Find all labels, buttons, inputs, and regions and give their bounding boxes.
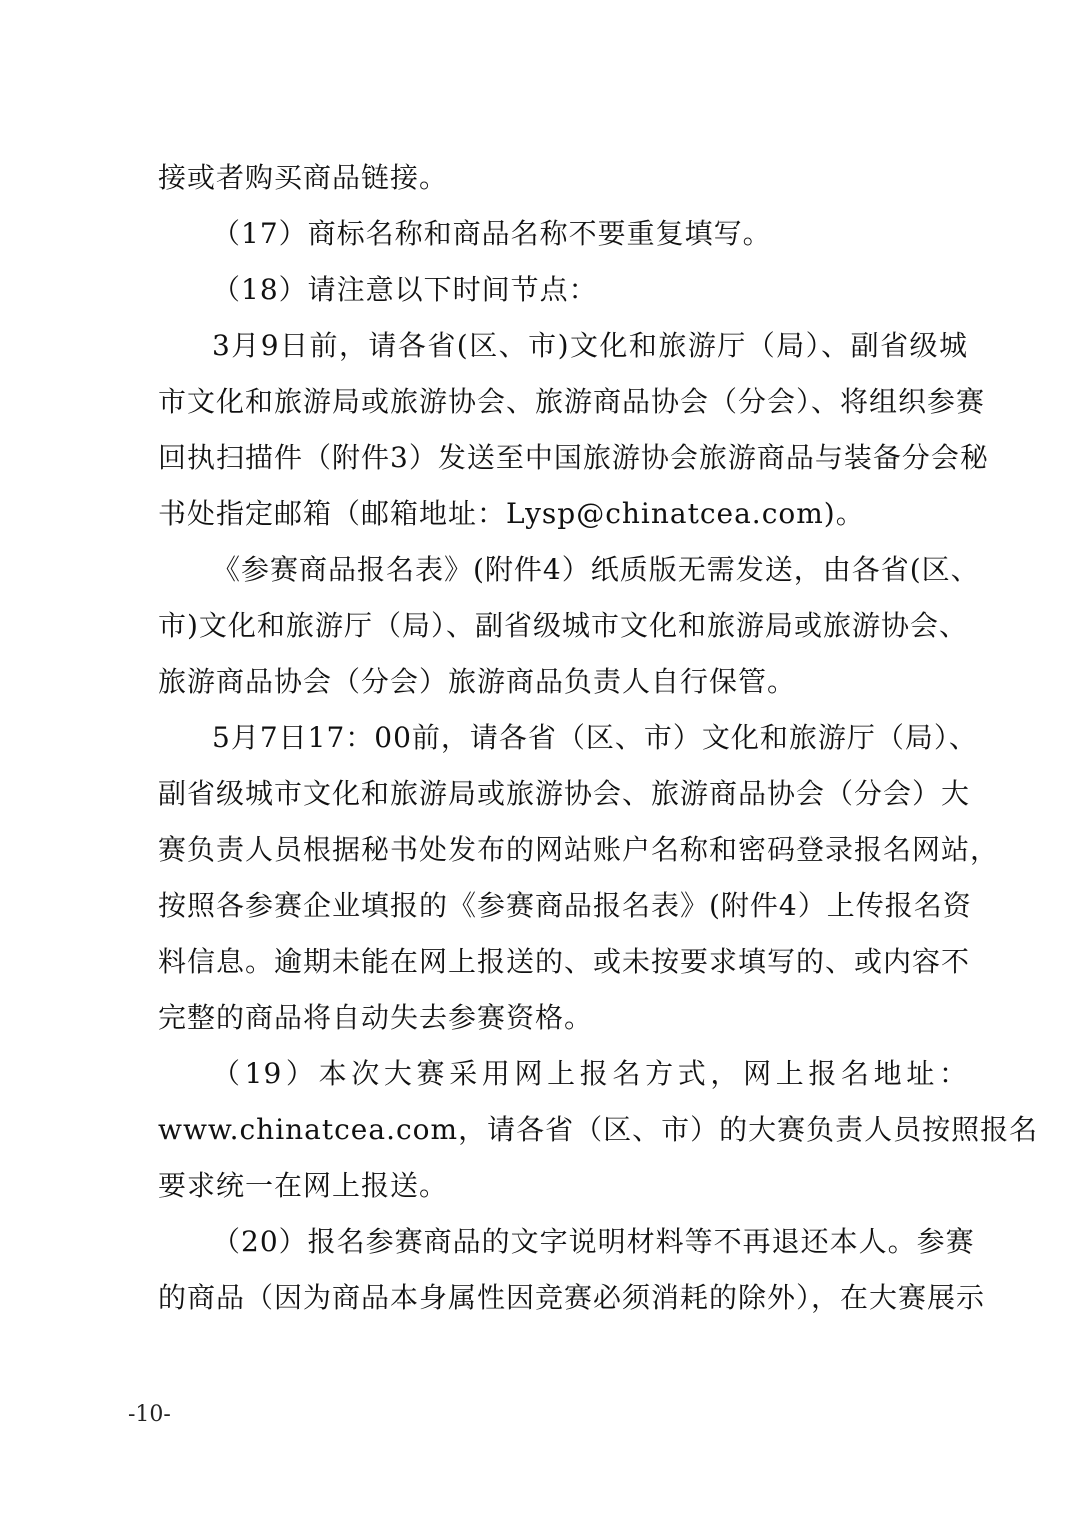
text-line: 副省级城市文化和旅游局或旅游协会、旅游商品协会（分会）大 [158, 777, 971, 810]
text-line: （20）报名参赛商品的文字说明材料等不再退还本人。参赛 [212, 1225, 975, 1258]
text-line: 要求统一在网上报送。 [158, 1169, 449, 1202]
text-line: 3月9日前，请各省(区、市)文化和旅游厅（局）、副省级城 [212, 329, 968, 362]
text-line: 5月7日17：00前，请各省（区、市）文化和旅游厅（局）、 [212, 721, 978, 754]
text-line: 《参赛商品报名表》(附件4）纸质版无需发送，由各省(区、 [212, 553, 980, 586]
text-line: （18）请注意以下时间节点： [212, 273, 598, 306]
text-line: 市)文化和旅游厅（局）、副省级城市文化和旅游局或旅游协会、 [158, 609, 968, 642]
text-line: 完整的商品将自动失去参赛资格。 [158, 1001, 594, 1034]
text-line: 旅游商品协会（分会）旅游商品负责人自行保管。 [158, 665, 797, 698]
text-line: 赛负责人员根据秘书处发布的网站账户名称和密码登录报名网站， [158, 833, 1000, 866]
text-line: 的商品（因为商品本身属性因竞赛必须消耗的除外），在大赛展示 [158, 1281, 986, 1314]
page-number: -10- [128, 1402, 171, 1427]
text-line: 接或者购买商品链接。 [158, 161, 449, 194]
text-line: 回执扫描件（附件3）发送至中国旅游协会旅游商品与装备分会秘 [158, 441, 989, 474]
text-line: 书处指定邮箱（邮箱地址：Lysp@chinatcea.com)。 [158, 497, 865, 530]
text-line: （19）本次大赛采用网上报名方式，网上报名地址： [212, 1057, 968, 1090]
text-line: 料信息。逾期未能在网上报送的、或未按要求填写的、或内容不 [158, 945, 971, 978]
text-line: （17）商标名称和商品名称不要重复填写。 [212, 217, 772, 250]
text-line: 市文化和旅游局或旅游协会、旅游商品协会（分会）、将组织参赛 [158, 385, 986, 418]
text-line: www.chinatcea.com，请各省（区、市）的大赛负责人员按照报名 [158, 1113, 1039, 1146]
text-line: 按照各参赛企业填报的《参赛商品报名表》(附件4）上传报名资 [158, 889, 972, 922]
